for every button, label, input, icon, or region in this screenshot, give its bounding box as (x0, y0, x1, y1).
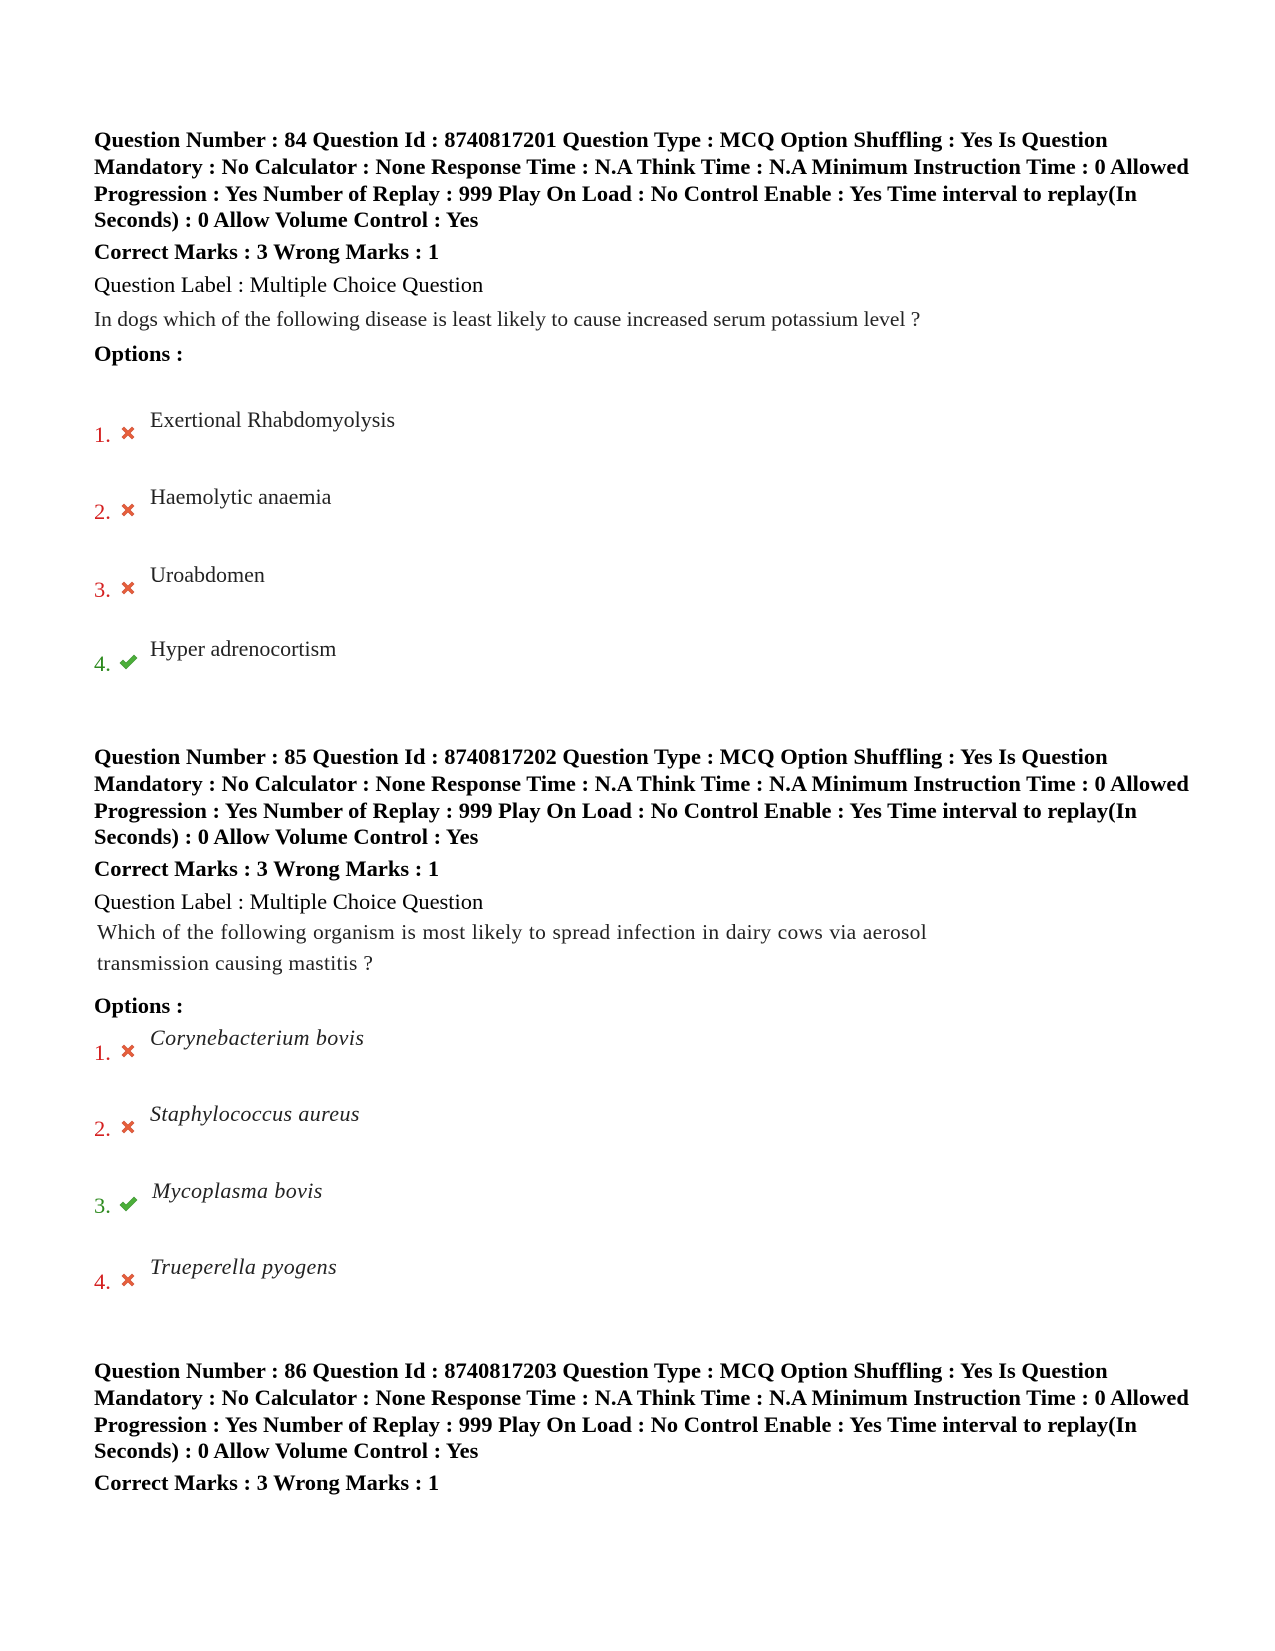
option-text: Haemolytic anaemia (150, 484, 332, 509)
option-2 (94, 1101, 694, 1141)
option-1 (94, 1025, 694, 1065)
cross-icon (118, 500, 138, 520)
option-4 (94, 636, 694, 676)
question-86 (94, 1358, 1204, 1496)
option-text: Trueperella pyogens (150, 1254, 338, 1279)
option-3 (94, 1178, 694, 1218)
option-number: 4. (94, 651, 111, 676)
question-meta: Question Number : 84 Question Id : 8740817201 Question Type : MCQ Option Shuffling : Yes Is Question Mandatory : No Calculator : None Response Time : N.A Think Time : N.A Minimum Instruction Time : 0 Allowed Progression : Yes Number of Replay : 999 Play On Load : No Control Enable : Yes Time interval to replay(In Seconds) : 0 Allow Volume Control : Yes (94, 127, 1189, 233)
option-text: Staphylococcus aureus (150, 1101, 360, 1126)
option-number: 4. (94, 1269, 111, 1294)
option-number: 1. (94, 1040, 111, 1065)
option-4 (94, 1254, 694, 1294)
option-text: Exertional Rhabdomyolysis (150, 407, 396, 432)
options-heading: Options : (94, 341, 184, 367)
option-1 (94, 407, 694, 447)
option-text: Uroabdomen (150, 562, 265, 587)
check-icon (118, 1194, 138, 1214)
question-meta: Question Number : 86 Question Id : 8740817203 Question Type : MCQ Option Shuffling : Yes Is Question Mandatory : No Calculator : None Response Time : N.A Think Time : N.A Minimum Instruction Time : 0 Allowed Progression : Yes Number of Replay : 999 Play On Load : No Control Enable : Yes Time interval to replay(In Seconds) : 0 Allow Volume Control : Yes (94, 1358, 1189, 1464)
option-number: 3. (94, 1193, 111, 1218)
option-text: Mycoplasma bovis (152, 1178, 323, 1203)
question-85 (94, 744, 1204, 1294)
question-text: In dogs which of the following disease is least likely to cause increased serum potassium level ? (94, 307, 921, 332)
option-number: 3. (94, 577, 111, 602)
question-meta: Question Number : 85 Question Id : 8740817202 Question Type : MCQ Option Shuffling : Yes Is Question Mandatory : No Calculator : None Response Time : N.A Think Time : N.A Minimum Instruction Time : 0 Allowed Progression : Yes Number of Replay : 999 Play On Load : No Control Enable : Yes Time interval to replay(In Seconds) : 0 Allow Volume Control : Yes (94, 744, 1189, 850)
question-marks: Correct Marks : 3 Wrong Marks : 1 (94, 1470, 440, 1496)
cross-icon (118, 1041, 138, 1061)
question-text: Which of the following organism is most likely to spread infection in dairy cows via aerosol transmission causing mastitis ? (97, 920, 927, 976)
cross-icon (118, 1270, 138, 1290)
option-text: Corynebacterium bovis (150, 1025, 365, 1050)
question-84 (94, 127, 1204, 676)
question-marks: Correct Marks : 3 Wrong Marks : 1 (94, 239, 440, 265)
question-marks: Correct Marks : 3 Wrong Marks : 1 (94, 856, 440, 882)
option-text: Hyper adrenocortism (150, 636, 337, 661)
option-2 (94, 484, 694, 524)
question-label: Question Label : Multiple Choice Question (94, 272, 484, 298)
option-number: 2. (94, 1116, 111, 1141)
check-icon (118, 652, 138, 672)
cross-icon (118, 1117, 138, 1137)
cross-icon (118, 423, 138, 443)
question-label: Question Label : Multiple Choice Question (94, 889, 484, 915)
option-number: 2. (94, 499, 111, 524)
option-number: 1. (94, 422, 111, 447)
options-heading: Options : (94, 993, 184, 1019)
option-3 (94, 562, 694, 602)
cross-icon (118, 578, 138, 598)
